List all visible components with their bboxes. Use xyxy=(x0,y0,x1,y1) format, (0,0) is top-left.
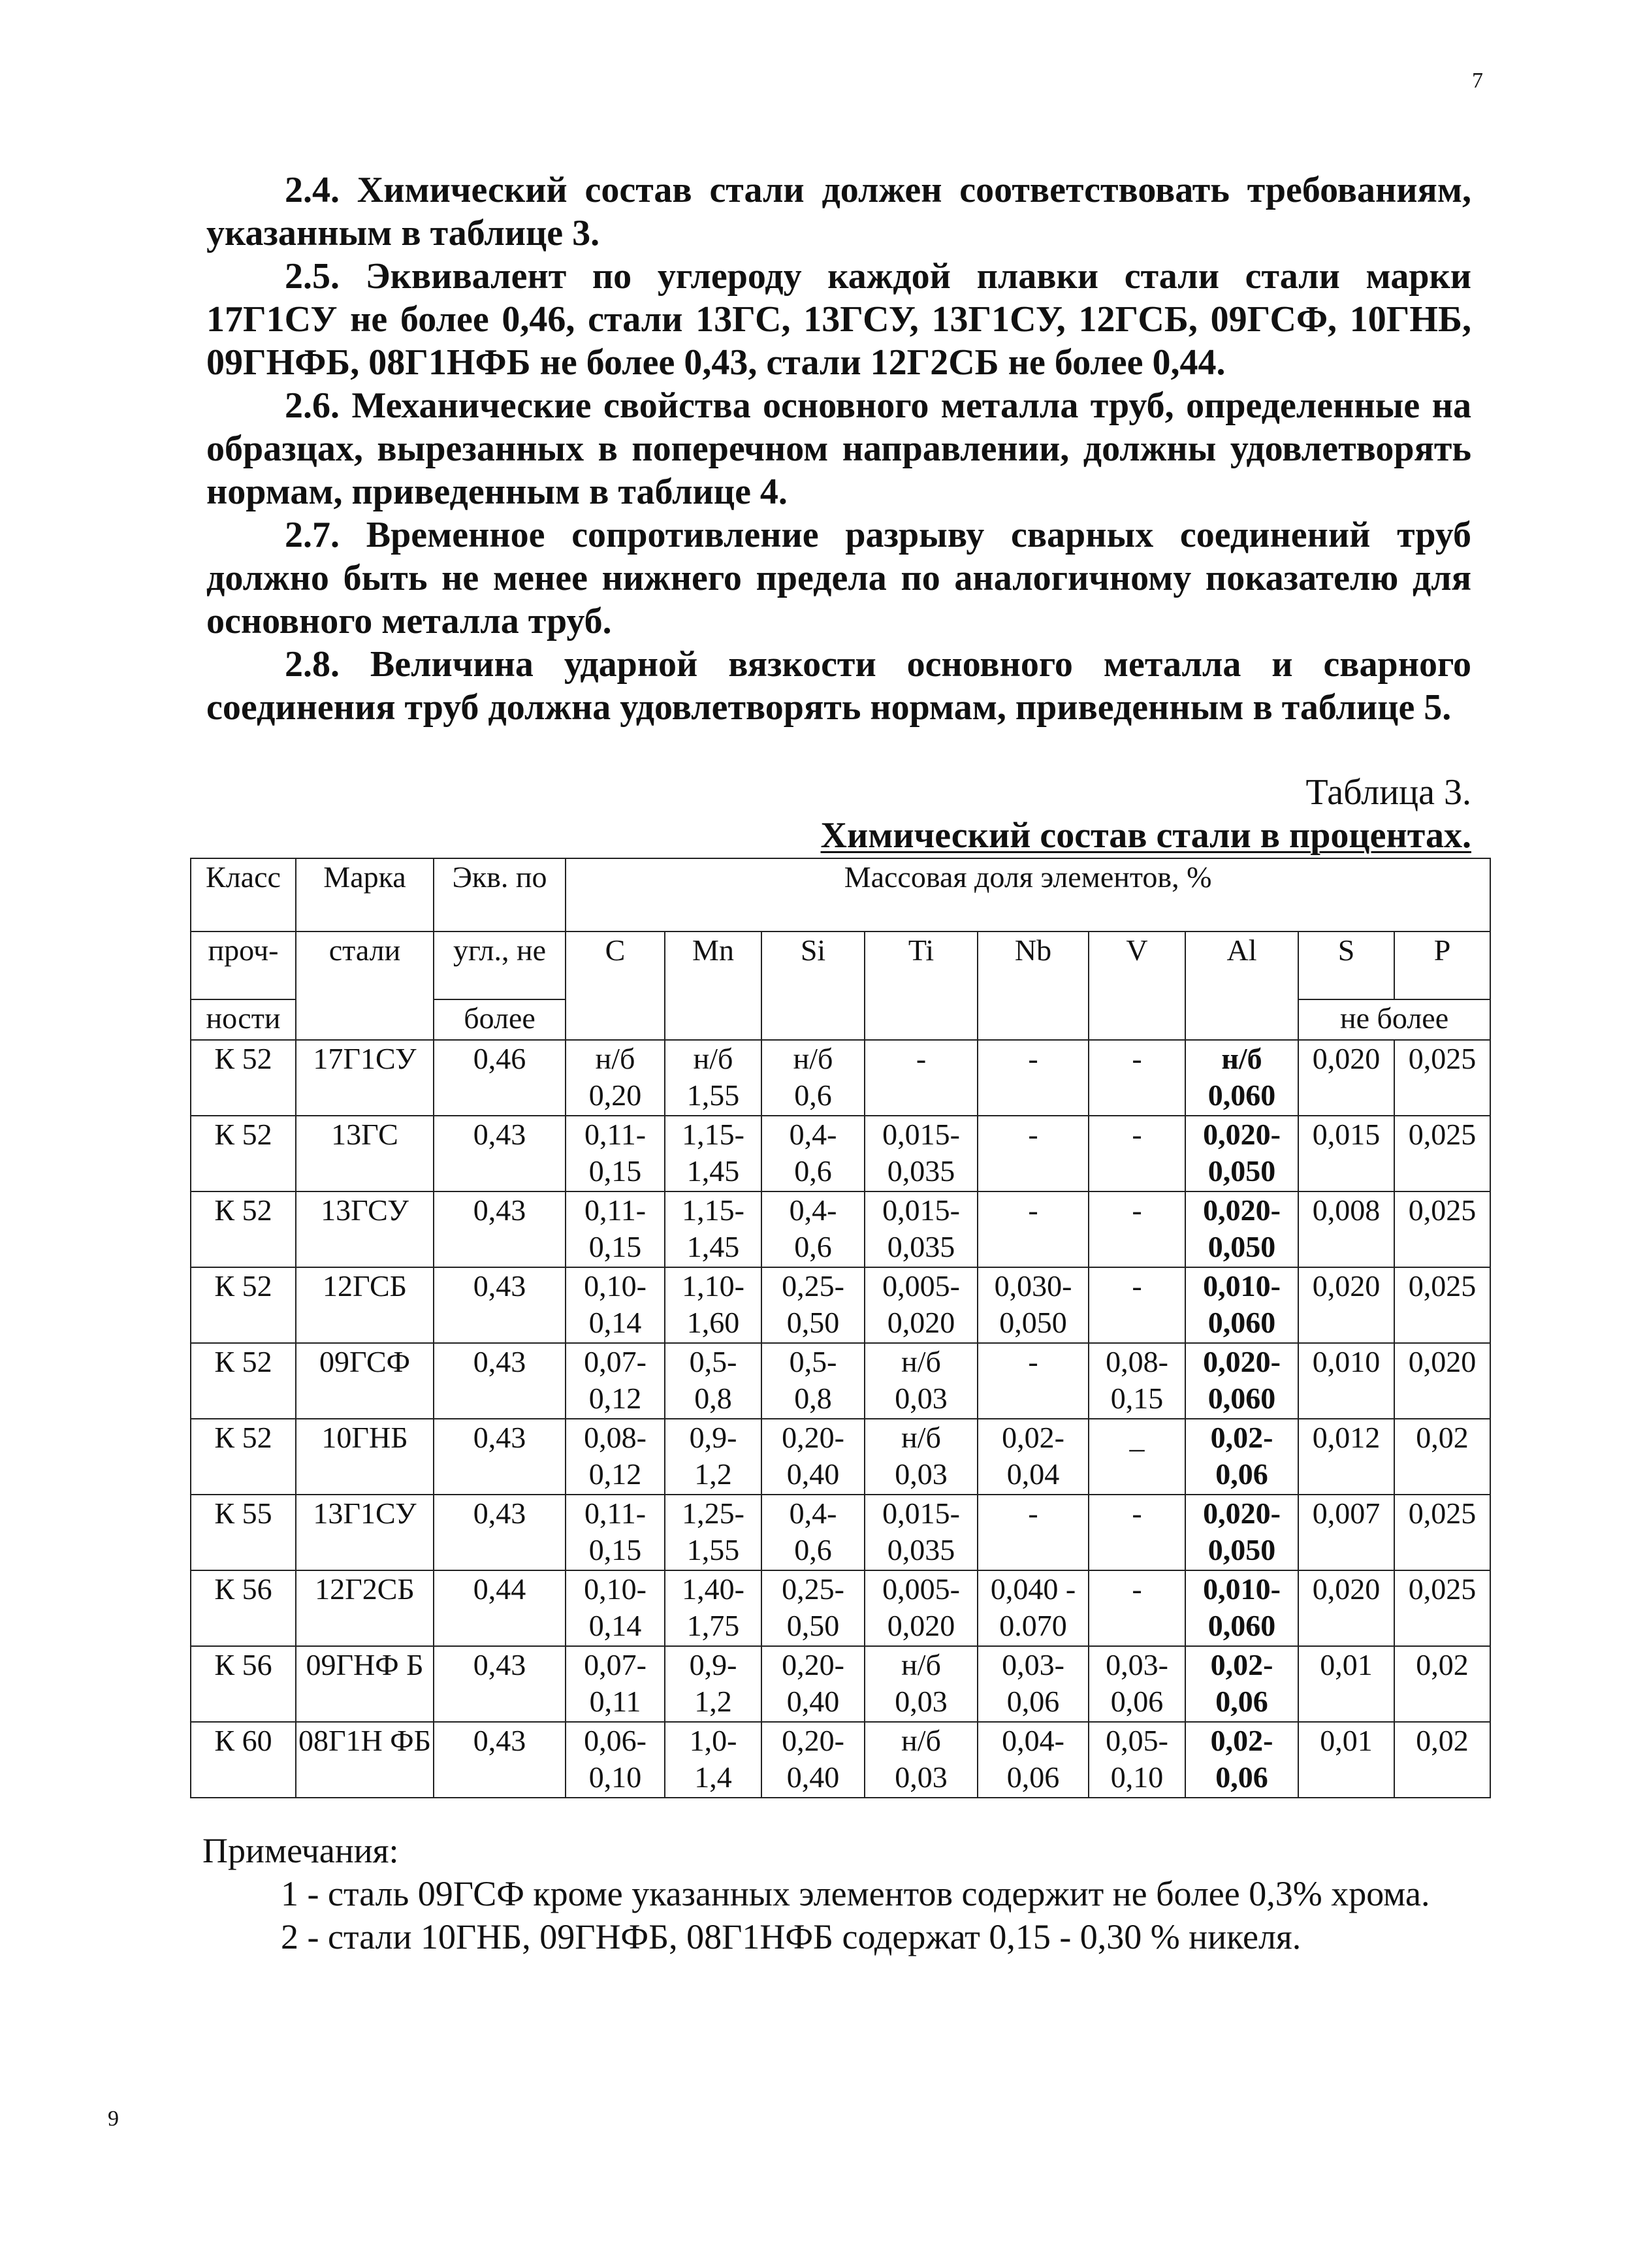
cell-al xyxy=(1185,1116,1298,1191)
cell-ti-to: 0,020 xyxy=(887,1609,955,1642)
cell-c xyxy=(566,1343,665,1419)
cell-si-to: 0,40 xyxy=(786,1760,840,1794)
paragraph-2-6: 2.6. Механические свойства основного металла труб, определенные на образцах, вырезанных в поперечном направлении, должны удовлетворять нормам, приведенным в таблице 4. xyxy=(206,385,1471,512)
chemical-composition-table xyxy=(190,858,1491,1798)
cell-nb-from: - xyxy=(1028,1193,1038,1227)
paragraph-2-4: 2.4. Химический состав стали должен соответствовать требованиям, указанным в таблице 3. xyxy=(206,170,1471,253)
cell-v xyxy=(1089,1722,1185,1798)
cell-si-from: 0,20- xyxy=(782,1724,844,1757)
cell-class: К 52 xyxy=(191,1191,296,1267)
cell-mn-from: н/б xyxy=(693,1042,733,1075)
cell-v-from: - xyxy=(1132,1497,1142,1530)
cell-al-to: 0,050 xyxy=(1207,1533,1276,1566)
cell-c-from: 0,11- xyxy=(584,1118,647,1151)
cell-si-from: 0,4- xyxy=(789,1497,837,1530)
cell-mn-to: 1,75 xyxy=(686,1609,740,1642)
cell-ti-to: 0,03 xyxy=(895,1457,948,1491)
cell-mn xyxy=(665,1495,761,1570)
header-grade-mid: стали xyxy=(296,932,434,1040)
cell-p: 0,025 xyxy=(1394,1191,1490,1267)
cell-v xyxy=(1089,1040,1185,1116)
cell-si-to: 0,6 xyxy=(794,1533,832,1566)
cell-class: К 52 xyxy=(191,1419,296,1495)
cell-nb-from: 0,02- xyxy=(1002,1421,1064,1454)
cell-al xyxy=(1185,1722,1298,1798)
footer-number: 9 xyxy=(108,2107,119,2131)
cell-ti-from: 0,005- xyxy=(882,1572,960,1606)
cell-equivalent: 0,43 xyxy=(434,1419,566,1495)
cell-al-to: 0,060 xyxy=(1207,1078,1276,1112)
cell-ti-to: 0,03 xyxy=(895,1382,948,1415)
cell-c-to: 0,12 xyxy=(588,1457,642,1491)
table-row xyxy=(191,1040,1490,1116)
cell-c-to: 0,10 xyxy=(588,1760,642,1794)
table-row xyxy=(191,1116,1490,1191)
table-row xyxy=(191,1722,1490,1798)
cell-class: К 56 xyxy=(191,1646,296,1722)
header-class-bot: ности xyxy=(191,999,296,1040)
table-row xyxy=(191,1267,1490,1343)
cell-grade: 13ГС xyxy=(296,1116,434,1191)
cell-si-from: 0,25- xyxy=(782,1572,844,1606)
cell-grade: 13ГСУ xyxy=(296,1191,434,1267)
cell-c-to: 0,11 xyxy=(589,1685,641,1718)
header-element-mn: Mn xyxy=(665,932,761,1040)
paragraph-2-7: 2.7. Временное сопротивление разрыву сварных соединений труб должно быть не менее нижнего предела по аналогичному показателю для основного металла труб. xyxy=(206,515,1471,641)
cell-ti xyxy=(865,1570,978,1646)
cell-al-from: 0,010- xyxy=(1203,1269,1281,1303)
table-title: Химический состав стали в процентах. xyxy=(820,815,1471,856)
cell-class: К 56 xyxy=(191,1570,296,1646)
cell-si-to: 0,8 xyxy=(794,1382,832,1415)
header-element-si: Si xyxy=(761,932,865,1040)
table-caption xyxy=(821,771,1472,857)
cell-nb-to: 0.070 xyxy=(999,1609,1067,1642)
cell-mn xyxy=(665,1722,761,1798)
cell-grade: 17Г1СУ xyxy=(296,1040,434,1116)
cell-mn xyxy=(665,1040,761,1116)
cell-nb xyxy=(978,1040,1089,1116)
cell-c-from: 0,10- xyxy=(584,1572,647,1606)
cell-p: 0,02 xyxy=(1394,1419,1490,1495)
cell-mn-to: 1,45 xyxy=(686,1154,740,1188)
cell-nb-from: - xyxy=(1028,1345,1038,1378)
cell-v xyxy=(1089,1191,1185,1267)
cell-c-from: 0,07- xyxy=(584,1648,647,1681)
cell-ti-from: н/б xyxy=(901,1724,941,1757)
cell-grade: 10ГНБ xyxy=(296,1419,434,1495)
cell-c xyxy=(566,1646,665,1722)
cell-nb-to: 0,050 xyxy=(999,1306,1067,1339)
cell-c-from: 0,11- xyxy=(584,1497,647,1530)
cell-ti xyxy=(865,1722,978,1798)
cell-si-from: 0,20- xyxy=(782,1421,844,1454)
cell-mn xyxy=(665,1191,761,1267)
cell-al-from: 0,020- xyxy=(1203,1345,1281,1378)
cell-nb-to: 0,04 xyxy=(1006,1457,1060,1491)
cell-s: 0,020 xyxy=(1298,1267,1394,1343)
cell-v xyxy=(1089,1116,1185,1191)
cell-nb xyxy=(978,1267,1089,1343)
cell-si-to: 0,50 xyxy=(786,1306,840,1339)
cell-mn-to: 1,2 xyxy=(694,1685,732,1718)
cell-ti xyxy=(865,1343,978,1419)
cell-si-to: 0,40 xyxy=(786,1685,840,1718)
cell-al-to: 0,050 xyxy=(1207,1154,1276,1188)
header-eq-top: Экв. по xyxy=(434,858,566,932)
cell-al-to: 0,060 xyxy=(1207,1609,1276,1642)
cell-ti xyxy=(865,1191,978,1267)
cell-si xyxy=(761,1116,865,1191)
cell-ti-from: н/б xyxy=(901,1345,941,1378)
cell-si-from: 0,20- xyxy=(782,1648,844,1681)
cell-ti-to: 0,03 xyxy=(895,1760,948,1794)
cell-s: 0,01 xyxy=(1298,1722,1394,1798)
cell-equivalent: 0,43 xyxy=(434,1343,566,1419)
cell-v-from: - xyxy=(1132,1042,1142,1075)
cell-si-from: 0,5- xyxy=(789,1345,837,1378)
table-number: Таблица 3. xyxy=(1305,772,1471,813)
cell-c-from: 0,06- xyxy=(584,1724,647,1757)
cell-mn-to: 1,55 xyxy=(686,1078,740,1112)
cell-mn xyxy=(665,1570,761,1646)
cell-c-to: 0,15 xyxy=(588,1154,642,1188)
cell-s: 0,008 xyxy=(1298,1191,1394,1267)
header-element-al: Al xyxy=(1185,932,1298,1040)
cell-al-from: н/б xyxy=(1221,1042,1262,1075)
header-element-s: S xyxy=(1298,932,1394,999)
cell-si xyxy=(761,1267,865,1343)
cell-s: 0,015 xyxy=(1298,1116,1394,1191)
cell-mn-to: 1,2 xyxy=(694,1457,732,1491)
cell-ti xyxy=(865,1267,978,1343)
cell-v xyxy=(1089,1419,1185,1495)
cell-mn-from: 1,40- xyxy=(682,1572,744,1606)
cell-v-from: 0,03- xyxy=(1106,1648,1168,1681)
cell-mn-from: 1,10- xyxy=(682,1269,744,1303)
cell-class: К 52 xyxy=(191,1116,296,1191)
notes xyxy=(202,1829,1474,1958)
cell-equivalent: 0,43 xyxy=(434,1191,566,1267)
cell-s: 0,012 xyxy=(1298,1419,1394,1495)
cell-equivalent: 0,43 xyxy=(434,1646,566,1722)
cell-al-from: 0,020- xyxy=(1203,1193,1281,1227)
cell-ti-from: н/б xyxy=(901,1421,941,1454)
cell-class: К 52 xyxy=(191,1040,296,1116)
cell-al-from: 0,020- xyxy=(1203,1497,1281,1530)
header-grade-top: Марка xyxy=(296,858,434,932)
cell-equivalent: 0,43 xyxy=(434,1116,566,1191)
cell-nb xyxy=(978,1495,1089,1570)
cell-c-from: н/б xyxy=(595,1042,635,1075)
cell-equivalent: 0,46 xyxy=(434,1040,566,1116)
cell-ti-to: 0,035 xyxy=(887,1230,955,1263)
cell-mn xyxy=(665,1116,761,1191)
cell-al xyxy=(1185,1191,1298,1267)
cell-nb-from: 0,040 - xyxy=(990,1572,1076,1606)
cell-v xyxy=(1089,1267,1185,1343)
cell-nb-from: 0,03- xyxy=(1002,1648,1064,1681)
cell-al-from: 0,010- xyxy=(1203,1572,1281,1606)
cell-al xyxy=(1185,1646,1298,1722)
cell-mn-to: 1,55 xyxy=(686,1533,740,1566)
cell-c-to: 0,15 xyxy=(588,1230,642,1263)
table-row xyxy=(191,1570,1490,1646)
cell-mn-from: 1,15- xyxy=(682,1193,744,1227)
cell-equivalent: 0,43 xyxy=(434,1722,566,1798)
cell-c xyxy=(566,1040,665,1116)
cell-mn-to: 1,45 xyxy=(686,1230,740,1263)
cell-mn xyxy=(665,1646,761,1722)
cell-mn-from: 0,9- xyxy=(689,1421,737,1454)
cell-v xyxy=(1089,1343,1185,1419)
cell-class: К 60 xyxy=(191,1722,296,1798)
table-row xyxy=(191,1495,1490,1570)
cell-ti-from: 0,005- xyxy=(882,1269,960,1303)
page-number: 7 xyxy=(1472,69,1483,93)
cell-c-to: 0,20 xyxy=(588,1078,642,1112)
cell-v-from: _ xyxy=(1129,1421,1145,1454)
cell-mn-from: 0,9- xyxy=(689,1648,737,1681)
cell-c-to: 0,14 xyxy=(588,1306,642,1339)
cell-ti xyxy=(865,1419,978,1495)
cell-al-from: 0,02- xyxy=(1210,1648,1273,1681)
cell-p: 0,02 xyxy=(1394,1646,1490,1722)
cell-class: К 55 xyxy=(191,1495,296,1570)
cell-v-from: 0,05- xyxy=(1106,1724,1168,1757)
cell-c-from: 0,08- xyxy=(584,1421,647,1454)
cell-s: 0,020 xyxy=(1298,1570,1394,1646)
cell-ti-to: 0,020 xyxy=(887,1306,955,1339)
header-element-v: V xyxy=(1089,932,1185,1040)
cell-v-from: - xyxy=(1132,1118,1142,1151)
cell-v-to: 0,06 xyxy=(1110,1685,1164,1718)
cell-s: 0,020 xyxy=(1298,1040,1394,1116)
cell-nb xyxy=(978,1419,1089,1495)
cell-nb xyxy=(978,1570,1089,1646)
header-element-nb: Nb xyxy=(978,932,1089,1040)
cell-al-to: 0,060 xyxy=(1207,1382,1276,1415)
cell-mn-from: 1,15- xyxy=(682,1118,744,1151)
cell-s: 0,010 xyxy=(1298,1343,1394,1419)
cell-c-to: 0,12 xyxy=(588,1382,642,1415)
header-class-top: Класс xyxy=(191,858,296,932)
cell-grade: 08Г1Н ФБ xyxy=(296,1722,434,1798)
cell-c xyxy=(566,1495,665,1570)
cell-ti-from: 0,015- xyxy=(882,1497,960,1530)
cell-ti-from: - xyxy=(916,1042,927,1075)
cell-mn-to: 1,60 xyxy=(686,1306,740,1339)
cell-si xyxy=(761,1722,865,1798)
cell-equivalent: 0,43 xyxy=(434,1495,566,1570)
cell-si xyxy=(761,1419,865,1495)
cell-al-from: 0,02- xyxy=(1210,1724,1273,1757)
cell-p: 0,02 xyxy=(1394,1722,1490,1798)
cell-grade: 12ГСБ xyxy=(296,1267,434,1343)
header-no-more: не более xyxy=(1298,999,1490,1040)
cell-nb xyxy=(978,1191,1089,1267)
cell-ti-from: 0,015- xyxy=(882,1118,960,1151)
cell-si xyxy=(761,1191,865,1267)
cell-p: 0,025 xyxy=(1394,1267,1490,1343)
cell-class: К 52 xyxy=(191,1267,296,1343)
cell-nb-from: 0,04- xyxy=(1002,1724,1064,1757)
cell-si-to: 0,6 xyxy=(794,1078,832,1112)
cell-ti xyxy=(865,1040,978,1116)
header-element-ti: Ti xyxy=(865,932,978,1040)
cell-nb xyxy=(978,1722,1089,1798)
cell-al-from: 0,02- xyxy=(1210,1421,1273,1454)
cell-ti xyxy=(865,1116,978,1191)
cell-grade: 09ГНФ Б xyxy=(296,1646,434,1722)
table-row xyxy=(191,1191,1490,1267)
cell-nb xyxy=(978,1116,1089,1191)
cell-equivalent: 0,43 xyxy=(434,1267,566,1343)
cell-s: 0,01 xyxy=(1298,1646,1394,1722)
cell-s: 0,007 xyxy=(1298,1495,1394,1570)
cell-c xyxy=(566,1570,665,1646)
cell-nb-to: 0,06 xyxy=(1006,1685,1060,1718)
header-eq-bot: более xyxy=(434,999,566,1040)
cell-si-to: 0,6 xyxy=(794,1154,832,1188)
cell-si xyxy=(761,1343,865,1419)
cell-si-from: н/б xyxy=(793,1042,833,1075)
cell-v-from: - xyxy=(1132,1193,1142,1227)
cell-grade: 13Г1СУ xyxy=(296,1495,434,1570)
cell-al xyxy=(1185,1040,1298,1116)
cell-v-from: - xyxy=(1132,1269,1142,1303)
cell-v xyxy=(1089,1495,1185,1570)
cell-v-to: 0,10 xyxy=(1110,1760,1164,1794)
note-1: 1 - сталь 09ГСФ кроме указанных элементов содержит не более 0,3% хрома. xyxy=(281,1874,1430,1913)
cell-v xyxy=(1089,1646,1185,1722)
cell-mn-from: 1,0- xyxy=(689,1724,737,1757)
cell-nb-to: 0,06 xyxy=(1006,1760,1060,1794)
cell-p: 0,025 xyxy=(1394,1495,1490,1570)
cell-al xyxy=(1185,1419,1298,1495)
header-mass-fraction: Массовая доля элементов, % xyxy=(566,858,1490,932)
cell-p: 0,020 xyxy=(1394,1343,1490,1419)
cell-si xyxy=(761,1646,865,1722)
cell-mn xyxy=(665,1419,761,1495)
cell-nb-from: 0,030- xyxy=(994,1269,1072,1303)
cell-ti xyxy=(865,1495,978,1570)
cell-v-from: 0,08- xyxy=(1106,1345,1168,1378)
table-row xyxy=(191,1419,1490,1495)
cell-si-to: 0,40 xyxy=(786,1457,840,1491)
cell-al-from: 0,020- xyxy=(1203,1118,1281,1151)
cell-ti-to: 0,035 xyxy=(887,1533,955,1566)
note-2: 2 - стали 10ГНБ, 09ГНФБ, 08Г1НФБ содержат 0,15 - 0,30 % никеля. xyxy=(281,1917,1302,1956)
cell-c-from: 0,11- xyxy=(584,1193,647,1227)
cell-c-from: 0,07- xyxy=(584,1345,647,1378)
cell-al-to: 0,06 xyxy=(1215,1685,1268,1718)
paragraph-2-5: 2.5. Эквивалент по углероду каждой плавки стали стали марки 17Г1СУ не более 0,46, стали 13ГС, 13ГСУ, 13Г1СУ, 12ГСБ, 09ГСФ, 10ГНБ, 09ГНФБ, 08Г1НФБ не более 0,43, стали 12Г2СБ не более 0,44. xyxy=(206,256,1471,383)
cell-ti-to: 0,035 xyxy=(887,1154,955,1188)
cell-mn xyxy=(665,1267,761,1343)
cell-nb-from: - xyxy=(1028,1497,1038,1530)
cell-al xyxy=(1185,1570,1298,1646)
cell-grade: 12Г2СБ xyxy=(296,1570,434,1646)
cell-nb xyxy=(978,1343,1089,1419)
cell-si-from: 0,25- xyxy=(782,1269,844,1303)
cell-ti-to: 0,03 xyxy=(895,1685,948,1718)
cell-c xyxy=(566,1116,665,1191)
cell-si-from: 0,4- xyxy=(789,1193,837,1227)
cell-c-to: 0,15 xyxy=(588,1533,642,1566)
header-element-c: C xyxy=(566,932,665,1040)
header-eq-mid: угл., не xyxy=(434,932,566,999)
cell-si-from: 0,4- xyxy=(789,1118,837,1151)
cell-nb-from: - xyxy=(1028,1118,1038,1151)
cell-grade: 09ГСФ xyxy=(296,1343,434,1419)
cell-c xyxy=(566,1267,665,1343)
cell-al-to: 0,06 xyxy=(1215,1760,1268,1794)
cell-mn xyxy=(665,1343,761,1419)
notes-title: Примечания: xyxy=(202,1831,399,1870)
cell-mn-to: 1,4 xyxy=(694,1760,732,1794)
cell-si xyxy=(761,1570,865,1646)
cell-p: 0,025 xyxy=(1394,1570,1490,1646)
cell-c xyxy=(566,1722,665,1798)
cell-nb-from: - xyxy=(1028,1042,1038,1075)
cell-mn-from: 1,25- xyxy=(682,1497,744,1530)
header-element-p: P xyxy=(1394,932,1490,999)
cell-v-to: 0,15 xyxy=(1110,1382,1164,1415)
cell-ti-from: н/б xyxy=(901,1648,941,1681)
cell-al-to: 0,050 xyxy=(1207,1230,1276,1263)
table-row xyxy=(191,1343,1490,1419)
cell-ti-from: 0,015- xyxy=(882,1193,960,1227)
cell-mn-from: 0,5- xyxy=(689,1345,737,1378)
cell-p: 0,025 xyxy=(1394,1116,1490,1191)
table-row xyxy=(191,1646,1490,1722)
cell-si-to: 0,50 xyxy=(786,1609,840,1642)
cell-al-to: 0,06 xyxy=(1215,1457,1268,1491)
cell-c-to: 0,14 xyxy=(588,1609,642,1642)
cell-c-from: 0,10- xyxy=(584,1269,647,1303)
cell-nb xyxy=(978,1646,1089,1722)
cell-al xyxy=(1185,1267,1298,1343)
cell-p: 0,025 xyxy=(1394,1040,1490,1116)
cell-si xyxy=(761,1040,865,1116)
header-class-mid: проч- xyxy=(191,932,296,999)
cell-si xyxy=(761,1495,865,1570)
cell-al-to: 0,060 xyxy=(1207,1306,1276,1339)
cell-v-from: - xyxy=(1132,1572,1142,1606)
cell-al xyxy=(1185,1495,1298,1570)
cell-mn-to: 0,8 xyxy=(694,1382,732,1415)
cell-class: К 52 xyxy=(191,1343,296,1419)
cell-ti xyxy=(865,1646,978,1722)
paragraph-2-8: 2.8. Величина ударной вязкости основного металла и сварного соединения труб должна удовлетворять нормам, приведенным в таблице 5. xyxy=(206,644,1471,728)
cell-equivalent: 0,44 xyxy=(434,1570,566,1646)
body-text xyxy=(206,169,1471,729)
cell-al xyxy=(1185,1343,1298,1419)
cell-c xyxy=(566,1419,665,1495)
cell-v xyxy=(1089,1570,1185,1646)
cell-si-to: 0,6 xyxy=(794,1230,832,1263)
cell-c xyxy=(566,1191,665,1267)
